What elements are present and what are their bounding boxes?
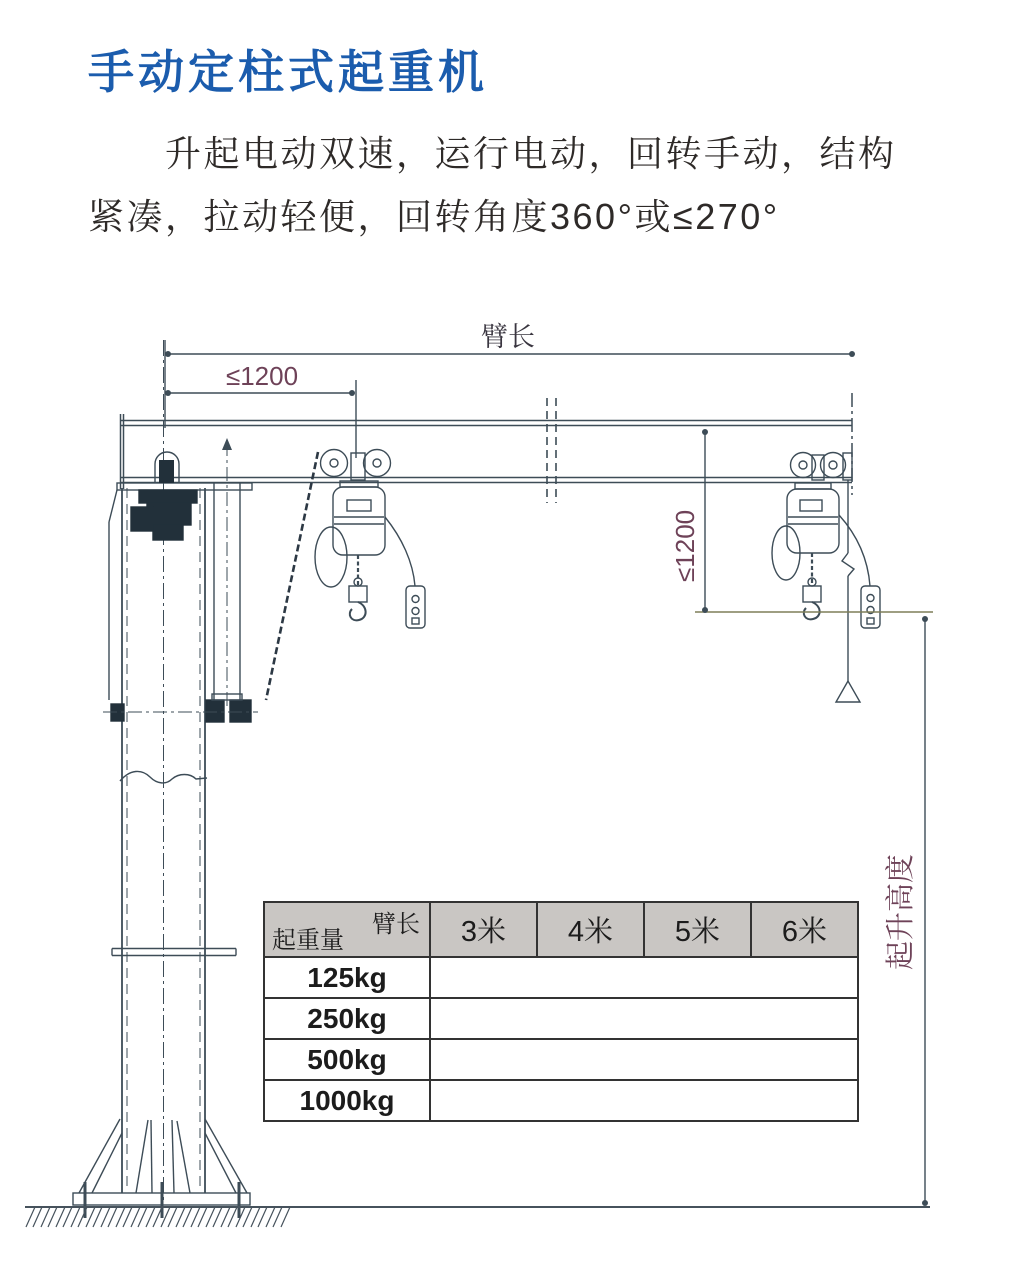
dimension-lifting-height [884,616,928,1206]
lifting-height-label: 起升高度 [885,853,917,970]
product-description [88,122,948,248]
hook-clearance-label: ≤1200 [670,509,700,582]
spec-table-corner-cell [264,902,430,957]
table-row [264,957,858,998]
row-label-250kg: 250kg [264,998,430,1039]
row-values-125kg [430,957,858,998]
arm-length-label: 臂长 [481,322,535,352]
diagonal-brace [266,452,318,700]
description-line-1: 升起电动双速，运行电动，回转手动，结构 [165,133,897,174]
dimension-hook-clearance [670,429,708,613]
column-header-5m: 5米 [644,902,751,957]
spec-table [263,901,859,1122]
row-label-125kg: 125kg [264,957,430,998]
spec-table-header-row [264,902,858,957]
table-row [264,1039,858,1080]
table-row [264,1080,858,1121]
row-values-250kg [430,998,858,1039]
slewing-drive [103,438,318,722]
row-values-1000kg [430,1080,858,1121]
column-header-4m: 4米 [537,902,644,957]
page-title: 手动定柱式起重机 [88,46,488,98]
corner-capacity-label: 起重量 [272,927,344,954]
corner-arm-length-label: 臂长 [372,911,420,938]
row-values-500kg [430,1039,858,1080]
base-assembly [73,1119,250,1218]
table-row [264,998,858,1039]
row-label-500kg: 500kg [264,1039,430,1080]
hoist-right [772,453,880,703]
description-line-2: 紧凑，拉动轻便，回转角度360°或≤270° [88,196,780,237]
dimension-trolley-offset [165,361,356,458]
trolley-offset-label: ≤1200 [225,361,299,391]
column-header-6m: 6米 [751,902,858,957]
row-label-1000kg: 1000kg [264,1080,430,1121]
hoist-left [315,450,425,629]
column-header-3m: 3米 [430,902,537,957]
